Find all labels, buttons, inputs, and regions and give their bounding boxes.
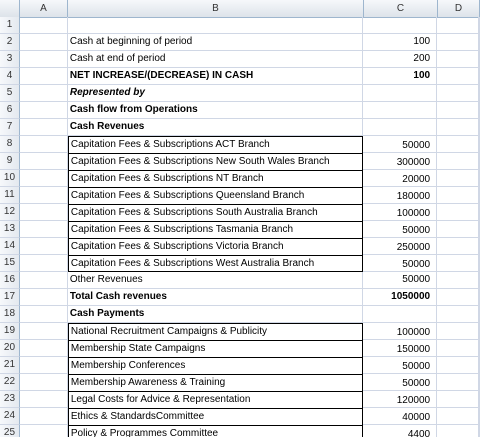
cell-a[interactable] (20, 119, 68, 136)
cell-c[interactable]: 50000 (363, 255, 437, 272)
table-row (0, 306, 480, 323)
cell-a[interactable] (20, 102, 68, 119)
cell-b[interactable]: Cash at end of period (68, 51, 363, 68)
table-row (0, 153, 480, 170)
table-row (0, 221, 480, 238)
table-row (0, 170, 480, 187)
row-header[interactable]: 3 (0, 51, 20, 68)
table-row (0, 204, 480, 221)
row-header[interactable]: 11 (0, 187, 20, 204)
cell-a[interactable] (20, 17, 68, 34)
cell-b[interactable]: Membership State Campaigns (68, 340, 363, 357)
cell-a[interactable] (20, 323, 68, 340)
cell-a[interactable] (20, 153, 68, 170)
cell-a[interactable] (20, 136, 68, 153)
cell-c[interactable]: 50000 (363, 136, 437, 153)
row-header[interactable]: 25 (0, 425, 20, 437)
row-header[interactable]: 24 (0, 408, 20, 425)
cell-d[interactable] (437, 255, 479, 272)
table-row (0, 17, 480, 34)
cell-c[interactable]: 120000 (363, 391, 437, 408)
table-row (0, 119, 480, 136)
cell-d[interactable] (437, 204, 479, 221)
cell-c[interactable]: 180000 (363, 187, 437, 204)
cell-d[interactable] (437, 34, 479, 51)
cell-d[interactable] (437, 408, 479, 425)
cell-b[interactable]: Cash Revenues (68, 119, 363, 136)
cell-b[interactable]: Legal Costs for Advice & Representation (68, 391, 363, 408)
cell-a[interactable] (20, 187, 68, 204)
row-header[interactable]: 2 (0, 34, 20, 51)
row-header[interactable]: 23 (0, 391, 20, 408)
table-row (0, 102, 480, 119)
cell-a[interactable] (20, 34, 68, 51)
grid-rows (0, 17, 480, 437)
row-header[interactable]: 8 (0, 136, 20, 153)
table-row (0, 374, 480, 391)
cell-a[interactable] (20, 357, 68, 374)
row-header[interactable]: 16 (0, 272, 20, 289)
cell-c[interactable]: 1050000 (363, 289, 437, 306)
cell-b[interactable]: Ethics & StandardsCommittee (68, 408, 363, 425)
cell-d[interactable] (437, 340, 479, 357)
cell-b[interactable]: Cash at beginning of period (68, 34, 363, 51)
table-row (0, 255, 480, 272)
cell-c[interactable]: 50000 (363, 374, 437, 391)
row-header[interactable]: 20 (0, 340, 20, 357)
cell-a[interactable] (20, 204, 68, 221)
cell-d[interactable] (437, 289, 479, 306)
row-header[interactable]: 17 (0, 289, 20, 306)
cell-b[interactable]: Policy & Programmes Committee (68, 425, 363, 437)
cell-c[interactable]: 250000 (363, 238, 437, 255)
cell-b[interactable]: Capitation Fees & Subscriptions ACT Branch (68, 136, 363, 153)
cell-c[interactable] (363, 17, 437, 34)
cell-a[interactable] (20, 51, 68, 68)
cell-c[interactable] (363, 119, 437, 136)
row-header[interactable]: 15 (0, 255, 20, 272)
cell-d[interactable] (437, 357, 479, 374)
table-row (0, 408, 480, 425)
select-all-corner[interactable] (0, 0, 20, 17)
table-row (0, 238, 480, 255)
column-header-c[interactable]: C (364, 0, 438, 17)
column-header-a[interactable]: A (20, 0, 68, 17)
cell-c[interactable]: 20000 (363, 170, 437, 187)
row-header[interactable]: 7 (0, 119, 20, 136)
cell-b[interactable] (68, 17, 363, 34)
cell-c[interactable]: 50000 (363, 221, 437, 238)
row-header[interactable]: 19 (0, 323, 20, 340)
cell-d[interactable] (437, 221, 479, 238)
cell-b[interactable]: Other Revenues (68, 272, 363, 289)
cell-c[interactable] (363, 306, 437, 323)
cell-c[interactable]: 50000 (363, 272, 437, 289)
table-row (0, 187, 480, 204)
table-row (0, 272, 480, 289)
cell-d[interactable] (437, 102, 479, 119)
cell-a[interactable] (20, 340, 68, 357)
table-row (0, 68, 480, 85)
table-row (0, 289, 480, 306)
cell-d[interactable] (437, 374, 479, 391)
row-header[interactable]: 18 (0, 306, 20, 323)
cell-c[interactable]: 300000 (363, 153, 437, 170)
table-row (0, 136, 480, 153)
cell-d[interactable] (437, 238, 479, 255)
cell-c[interactable]: 40000 (363, 408, 437, 425)
row-header[interactable]: 10 (0, 170, 20, 187)
row-header[interactable]: 13 (0, 221, 20, 238)
cell-a[interactable] (20, 408, 68, 425)
cell-d[interactable] (437, 17, 479, 34)
cell-a[interactable] (20, 170, 68, 187)
cell-b[interactable]: Represented by (68, 85, 363, 102)
cell-b[interactable]: Cash Payments (68, 306, 363, 323)
table-row (0, 51, 480, 68)
cell-c[interactable]: 100 (363, 34, 437, 51)
cell-c[interactable]: 50000 (363, 357, 437, 374)
table-row (0, 391, 480, 408)
row-header[interactable]: 12 (0, 204, 20, 221)
cell-b[interactable]: NET INCREASE/(DECREASE) IN CASH (68, 68, 363, 85)
cell-d[interactable] (437, 136, 479, 153)
cell-d[interactable] (437, 272, 479, 289)
row-header[interactable]: 21 (0, 357, 20, 374)
table-row (0, 425, 480, 437)
column-header-d[interactable]: D (438, 0, 480, 17)
row-header[interactable]: 4 (0, 68, 20, 85)
row-header[interactable]: 6 (0, 102, 20, 119)
cell-b[interactable]: Capitation Fees & Subscriptions Tasmania Branch (68, 221, 363, 238)
column-header-b[interactable]: B (68, 0, 364, 17)
column-header-bar (0, 0, 480, 18)
table-row (0, 85, 480, 102)
cell-d[interactable] (437, 153, 479, 170)
row-header[interactable]: 1 (0, 17, 20, 34)
cell-a[interactable] (20, 85, 68, 102)
cell-d[interactable] (437, 425, 479, 437)
cell-c[interactable] (363, 85, 437, 102)
cell-a[interactable] (20, 255, 68, 272)
cell-b[interactable]: Capitation Fees & Subscriptions Queensland Branch (68, 187, 363, 204)
cell-d[interactable] (437, 170, 479, 187)
table-row (0, 323, 480, 340)
cell-d[interactable] (437, 187, 479, 204)
cell-b[interactable]: Capitation Fees & Subscriptions New South Wales Branch (68, 153, 363, 170)
cell-c[interactable]: 100 (363, 68, 437, 85)
cell-b[interactable]: Capitation Fees & Subscriptions West Australia Branch (68, 255, 363, 272)
table-row (0, 340, 480, 357)
cell-b[interactable]: Total Cash revenues (68, 289, 363, 306)
cell-b[interactable]: National Recruitment Campaigns & Publicity (68, 323, 363, 340)
cell-b[interactable]: Cash flow from Operations (68, 102, 363, 119)
cell-c[interactable]: 100000 (363, 323, 437, 340)
cell-d[interactable] (437, 51, 479, 68)
cell-d[interactable] (437, 85, 479, 102)
cell-d[interactable] (437, 68, 479, 85)
cell-b[interactable]: Membership Awareness & Training (68, 374, 363, 391)
cell-d[interactable] (437, 119, 479, 136)
cell-c[interactable]: 200 (363, 51, 437, 68)
cell-c[interactable]: 100000 (363, 204, 437, 221)
row-header[interactable]: 9 (0, 153, 20, 170)
cell-a[interactable] (20, 425, 68, 437)
cell-a[interactable] (20, 306, 68, 323)
cell-b[interactable]: Capitation Fees & Subscriptions South Australia Branch (68, 204, 363, 221)
cell-b[interactable]: Membership Conferences (68, 357, 363, 374)
cell-a[interactable] (20, 272, 68, 289)
cell-d[interactable] (437, 391, 479, 408)
cell-b[interactable]: Capitation Fees & Subscriptions Victoria Branch (68, 238, 363, 255)
cell-a[interactable] (20, 289, 68, 306)
row-header[interactable]: 5 (0, 85, 20, 102)
cell-c[interactable] (363, 102, 437, 119)
cell-b[interactable]: Capitation Fees & Subscriptions NT Branch (68, 170, 363, 187)
cell-a[interactable] (20, 221, 68, 238)
row-header[interactable]: 14 (0, 238, 20, 255)
cell-a[interactable] (20, 391, 68, 408)
cell-a[interactable] (20, 238, 68, 255)
cell-a[interactable] (20, 374, 68, 391)
cell-a[interactable] (20, 68, 68, 85)
row-header[interactable]: 22 (0, 374, 20, 391)
cell-d[interactable] (437, 306, 479, 323)
cell-c[interactable]: 150000 (363, 340, 437, 357)
cell-c[interactable]: 4400 (363, 425, 437, 437)
table-row (0, 34, 480, 51)
cell-d[interactable] (437, 323, 479, 340)
table-row (0, 357, 480, 374)
